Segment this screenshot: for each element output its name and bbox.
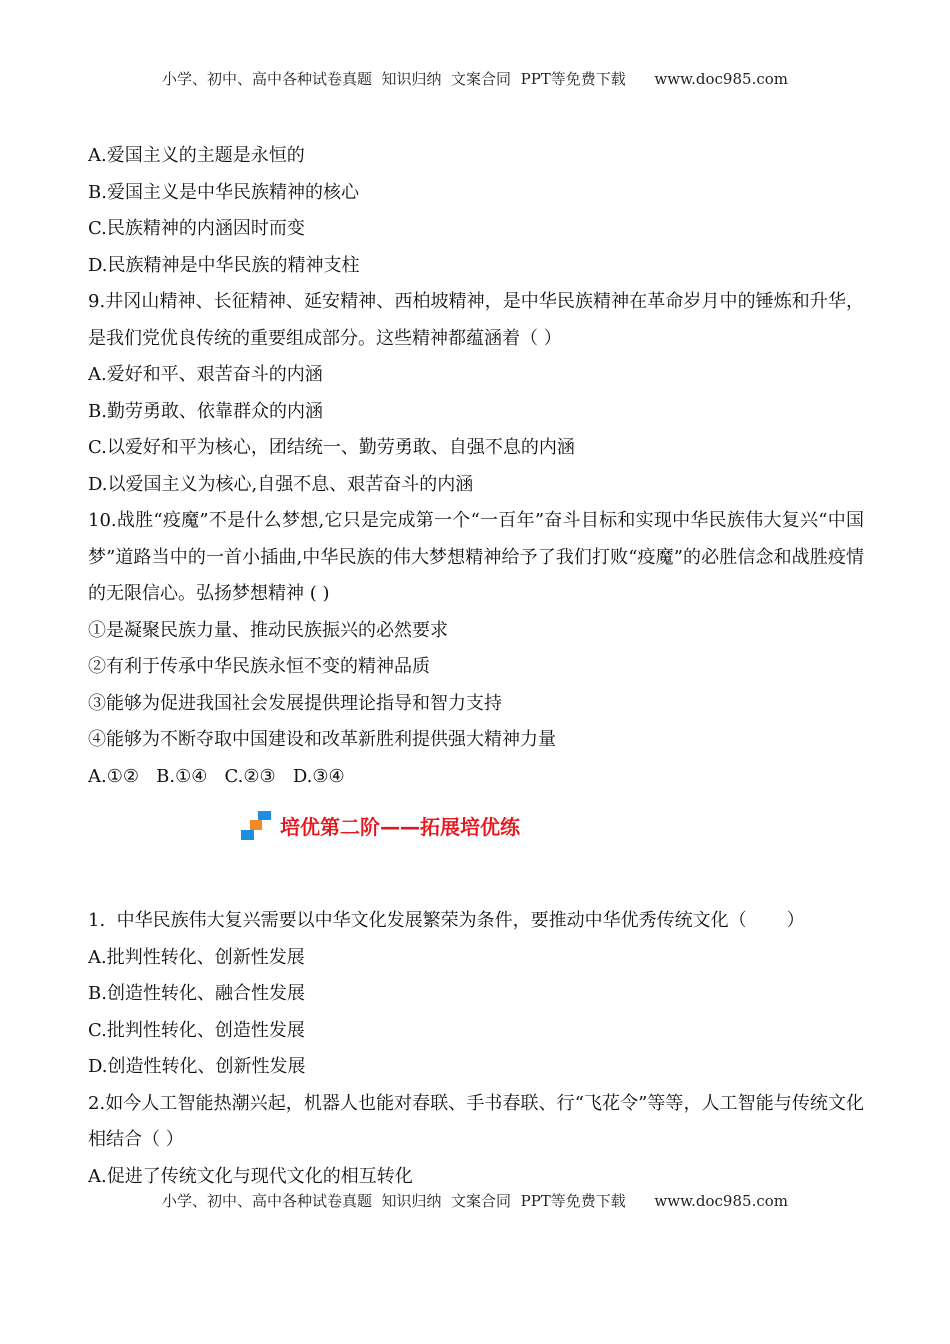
question-9: [88, 284, 864, 503]
section2-question-2: [88, 1086, 864, 1196]
option-a: A.批判性转化、创新性发展: [88, 946, 305, 968]
option-a: A.爱国主义的主题是永恒的: [88, 145, 305, 166]
page-header: 小学、初中、高中各种试卷真题 知识归纳 文案合同 PPT等免费下载 www.doc985.com: [161, 70, 788, 88]
option-b: B.爱国主义是中华民族精神的核心: [88, 181, 359, 203]
question-stem: 9.井冈山精神、长征精神、延安精神、西柏坡精神，是中华民族精神在革命岁月中的锤炼和升华，是我们党优良传统的重要组成部分。这些精神都蕴涵着（ ）: [88, 291, 864, 349]
statement-2: ②有利于传承中华民族永恒不变的精神品质: [88, 656, 430, 677]
option-c: C.批判性转化、创造性发展: [88, 1019, 305, 1041]
question-stem: 1. 中华民族伟大复兴需要以中华文化发展繁荣为条件，要推动中华优秀传统文化（ ）: [88, 910, 805, 931]
option-d: D.创造性转化、创新性发展: [88, 1056, 306, 1077]
option-c: C.以爱好和平为核心，团结统一、勤劳勇敢、自强不息的内涵: [88, 437, 575, 458]
page-footer: 小学、初中、高中各种试卷真题 知识归纳 文案合同 PPT等免费下载 www.doc985.com: [161, 1192, 788, 1210]
option-c: C.民族精神的内涵因时而变: [88, 218, 305, 239]
question-stem: 10.战胜“疫魔”不是什么梦想,它只是完成第一个“一百年”奋斗目标和实现中华民族伟大复兴“中国梦”道路当中的一首小插曲,中华民族的伟大梦想精神给予了我们打败“疫魔”的必胜信念和战胜疫情的无限信心。弘扬梦想精神 ( ): [88, 510, 864, 604]
option-d: D.民族精神是中华民族的精神支柱: [88, 254, 360, 276]
stair-blocks-icon: [239, 811, 273, 843]
section-title: 培优第二阶——拓展培优练: [280, 815, 520, 839]
section-heading: [88, 799, 864, 859]
question-8-options: [88, 138, 864, 284]
statement-4: ④能够为不断夺取中国建设和改革新胜利提供强大精神力量: [88, 729, 556, 750]
answer-options: A.①② B.①④ C.②③ D.③④: [88, 765, 345, 787]
option-a: A.爱好和平、艰苦奋斗的内涵: [88, 364, 323, 385]
option-a: A.促进了传统文化与现代文化的相互转化: [88, 1165, 413, 1187]
question-stem: 2.如今人工智能热潮兴起，机器人也能对春联、手书春联、行“飞花令”等等，人工智能与传统文化相结合（ ）: [88, 1092, 864, 1150]
question-10: [88, 503, 864, 795]
statement-3: ③能够为促进我国社会发展提供理论指导和智力支持: [88, 692, 502, 714]
document-body: [88, 138, 864, 1195]
option-b: B.创造性转化、融合性发展: [88, 983, 305, 1004]
section2-question-1: [88, 903, 864, 1086]
option-d: D.以爱国主义为核心,自强不息、艰苦奋斗的内涵: [88, 473, 474, 495]
statement-1: ①是凝聚民族力量、推动民族振兴的必然要求: [88, 619, 448, 641]
option-b: B.勤劳勇敢、依靠群众的内涵: [88, 400, 323, 422]
